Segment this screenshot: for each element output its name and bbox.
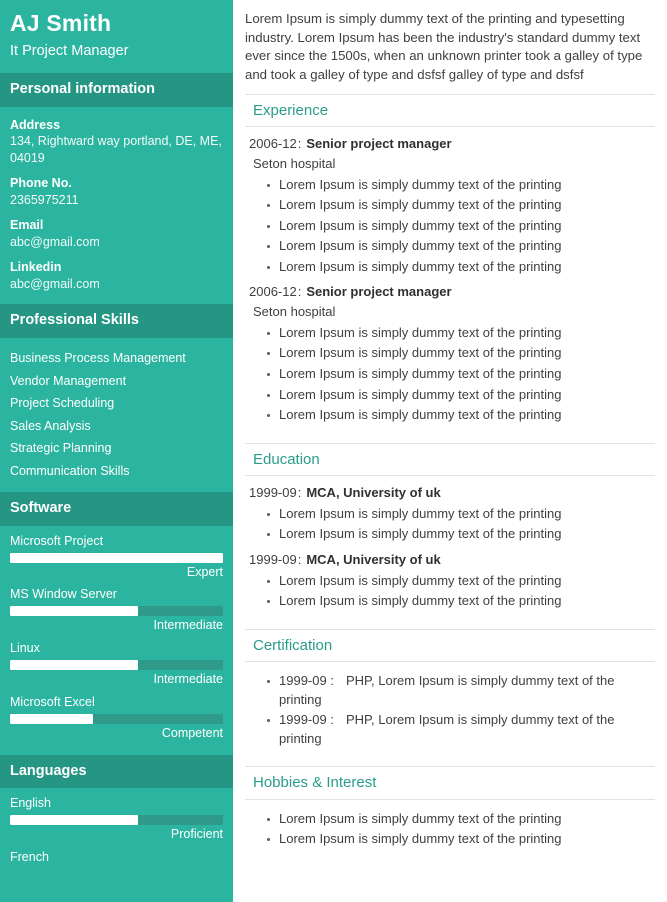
- section-title-education: Education: [245, 443, 655, 476]
- software-meter: [10, 695, 223, 741]
- section-certification: [245, 629, 655, 765]
- software-meter: [10, 641, 223, 687]
- entry-header: [245, 551, 655, 570]
- entry-organization: Seton hospital: [253, 304, 336, 320]
- entry-bullet: Lorem Ipsum is simply dummy text of the printing: [245, 257, 655, 278]
- education-entries: [245, 476, 655, 627]
- section-title-certification: Certification: [245, 629, 655, 662]
- professional-skill-item: Business Process Management: [10, 351, 186, 366]
- hobbies-bullet: Lorem Ipsum is simply dummy text of the printing: [245, 829, 655, 850]
- entry-bullet-list: [245, 504, 655, 545]
- entry-bullet: Lorem Ipsum is simply dummy text of the printing: [245, 364, 655, 385]
- entry-date: 2006-12: [249, 284, 297, 300]
- professional-skill-item: Strategic Planning: [10, 441, 112, 456]
- software-meter-level: Intermediate: [153, 672, 223, 687]
- entry-bullet: Lorem Ipsum is simply dummy text of the printing: [245, 343, 655, 364]
- profile-summary: Lorem Ipsum is simply dummy text of the printing and typesetting industry. Lorem Ipsum has been the industry's standard dummy text ever since the 1500s, when an unknown printer took a galley of type and took a galley of type and dsfsf galley of type and dsfsf: [245, 11, 643, 83]
- personal-info-field: [10, 175, 223, 209]
- languages-meter-list: [0, 788, 233, 879]
- entry-bullet: Lorem Ipsum is simply dummy text of the printing: [245, 504, 655, 525]
- language-meter-track: [10, 815, 223, 825]
- section-header-personal-information: Personal information: [0, 73, 233, 107]
- entry-separator: :: [297, 284, 302, 300]
- software-meter-track: [10, 553, 223, 563]
- section-header-languages: Languages: [0, 755, 233, 789]
- professional-skills-list: [0, 338, 233, 492]
- language-meter-name: English: [10, 796, 51, 811]
- software-meter-name: MS Window Server: [10, 587, 117, 602]
- certification-bullet: [245, 671, 655, 710]
- personal-info-label: Email: [10, 217, 44, 232]
- entry-bullet-list: [245, 571, 655, 612]
- software-meter-fill: [10, 606, 138, 616]
- language-meter-fill: [10, 815, 138, 825]
- personal-info-field: [10, 117, 223, 168]
- software-meter-track: [10, 714, 223, 724]
- professional-skill-item: Vendor Management: [10, 373, 127, 388]
- software-meter-level: Intermediate: [153, 618, 223, 633]
- software-meter-fill: [10, 660, 138, 670]
- section-hobbies: [245, 766, 655, 864]
- personal-info-value: 134, Rightward way portland, DE, ME, 04019: [10, 134, 222, 166]
- entry-date: 2006-12: [249, 136, 297, 152]
- entry-bullet: Lorem Ipsum is simply dummy text of the printing: [245, 236, 655, 257]
- timeline-entry: [245, 484, 655, 545]
- certification-bullet: [245, 710, 655, 749]
- personal-information-body: [0, 107, 233, 305]
- entry-bullet: Lorem Ipsum is simply dummy text of the printing: [245, 175, 655, 196]
- hobbies-entries: [245, 800, 655, 865]
- professional-skill-item: Sales Analysis: [10, 418, 91, 433]
- timeline-entry: [245, 283, 655, 425]
- identity-block: [0, 0, 233, 73]
- experience-entries: [245, 127, 655, 440]
- entry-header: [245, 135, 655, 154]
- personal-info-field: [10, 259, 223, 293]
- entry-bullet: Lorem Ipsum is simply dummy text of the printing: [245, 323, 655, 344]
- entry-separator: :: [297, 136, 302, 152]
- software-meter-name: Microsoft Project: [10, 533, 104, 548]
- entry-title: Senior project manager: [306, 136, 452, 152]
- entry-bullet: Lorem Ipsum is simply dummy text of the printing: [245, 385, 655, 406]
- entry-organization: Seton hospital: [253, 156, 336, 172]
- entry-title: MCA, University of uk: [306, 551, 441, 567]
- section-education: [245, 443, 655, 627]
- hobbies-bullet-list: [245, 809, 655, 850]
- software-meter-fill: [10, 553, 223, 563]
- software-meter-level: Expert: [186, 564, 223, 579]
- section-header-software: Software: [0, 492, 233, 526]
- section-title-hobbies: Hobbies & Interest: [245, 766, 655, 799]
- entry-date: 1999-09: [249, 484, 297, 500]
- certification-separator: :: [326, 712, 334, 728]
- certification-separator: :: [326, 673, 334, 689]
- entry-title: Senior project manager: [306, 284, 452, 300]
- personal-info-label: Address: [10, 117, 61, 132]
- entry-separator: :: [297, 551, 302, 567]
- candidate-name: AJ Smith: [10, 10, 112, 36]
- personal-info-value: abc@gmail.com: [10, 234, 100, 249]
- entry-date: 1999-09: [249, 551, 297, 567]
- language-meter: [10, 850, 223, 865]
- personal-info-label: Phone No.: [10, 176, 72, 191]
- personal-info-label: Linkedin: [10, 259, 62, 274]
- software-meter: [10, 534, 223, 580]
- main-column: [233, 0, 667, 902]
- entry-bullet: Lorem Ipsum is simply dummy text of the printing: [245, 195, 655, 216]
- personal-info-value: 2365975211: [10, 193, 79, 207]
- candidate-role: It Project Manager: [10, 43, 129, 60]
- entry-bullet: Lorem Ipsum is simply dummy text of the printing: [245, 524, 655, 545]
- language-meter-level: Proficient: [170, 827, 223, 842]
- entry-separator: :: [297, 484, 302, 500]
- hobbies-bullet: Lorem Ipsum is simply dummy text of the printing: [245, 809, 655, 830]
- timeline-entry: [245, 135, 655, 277]
- software-meter-track: [10, 660, 223, 670]
- software-meter-name: Linux: [10, 641, 40, 656]
- sidebar: [0, 0, 233, 902]
- entry-bullet-list: [245, 323, 655, 426]
- entry-title: MCA, University of uk: [306, 484, 441, 500]
- certification-date: 1999-09: [279, 673, 327, 689]
- language-meter: [10, 796, 223, 842]
- certification-bullet-list: [245, 671, 655, 749]
- section-title-experience: Experience: [245, 94, 655, 127]
- timeline-entry: [245, 551, 655, 612]
- software-meter: [10, 587, 223, 633]
- software-meter-list: [0, 526, 233, 755]
- entry-bullet: Lorem Ipsum is simply dummy text of the printing: [245, 405, 655, 426]
- professional-skill-item: Project Scheduling: [10, 396, 115, 411]
- software-meter-name: Microsoft Excel: [10, 694, 95, 709]
- entry-header: [245, 484, 655, 503]
- section-header-professional-skills: Professional Skills: [0, 304, 233, 338]
- entry-bullet: Lorem Ipsum is simply dummy text of the printing: [245, 591, 655, 612]
- personal-info-field: [10, 217, 223, 251]
- entry-bullet-list: [245, 175, 655, 278]
- certification-text: PHP, Lorem Ipsum is simply dummy text of the printing: [279, 673, 615, 707]
- entry-header: [245, 283, 655, 302]
- professional-skill-item: Communication Skills: [10, 463, 130, 478]
- language-meter-name: French: [10, 850, 49, 865]
- software-meter-fill: [10, 714, 93, 724]
- entry-bullet: Lorem Ipsum is simply dummy text of the printing: [245, 216, 655, 237]
- certification-text: PHP, Lorem Ipsum is simply dummy text of the printing: [279, 712, 615, 746]
- certification-entries: [245, 662, 655, 764]
- software-meter-track: [10, 606, 223, 616]
- section-experience: [245, 94, 655, 441]
- entry-bullet: Lorem Ipsum is simply dummy text of the printing: [245, 571, 655, 592]
- personal-info-value: abc@gmail.com: [10, 276, 100, 291]
- software-meter-level: Competent: [161, 725, 223, 740]
- certification-date: 1999-09: [279, 712, 327, 728]
